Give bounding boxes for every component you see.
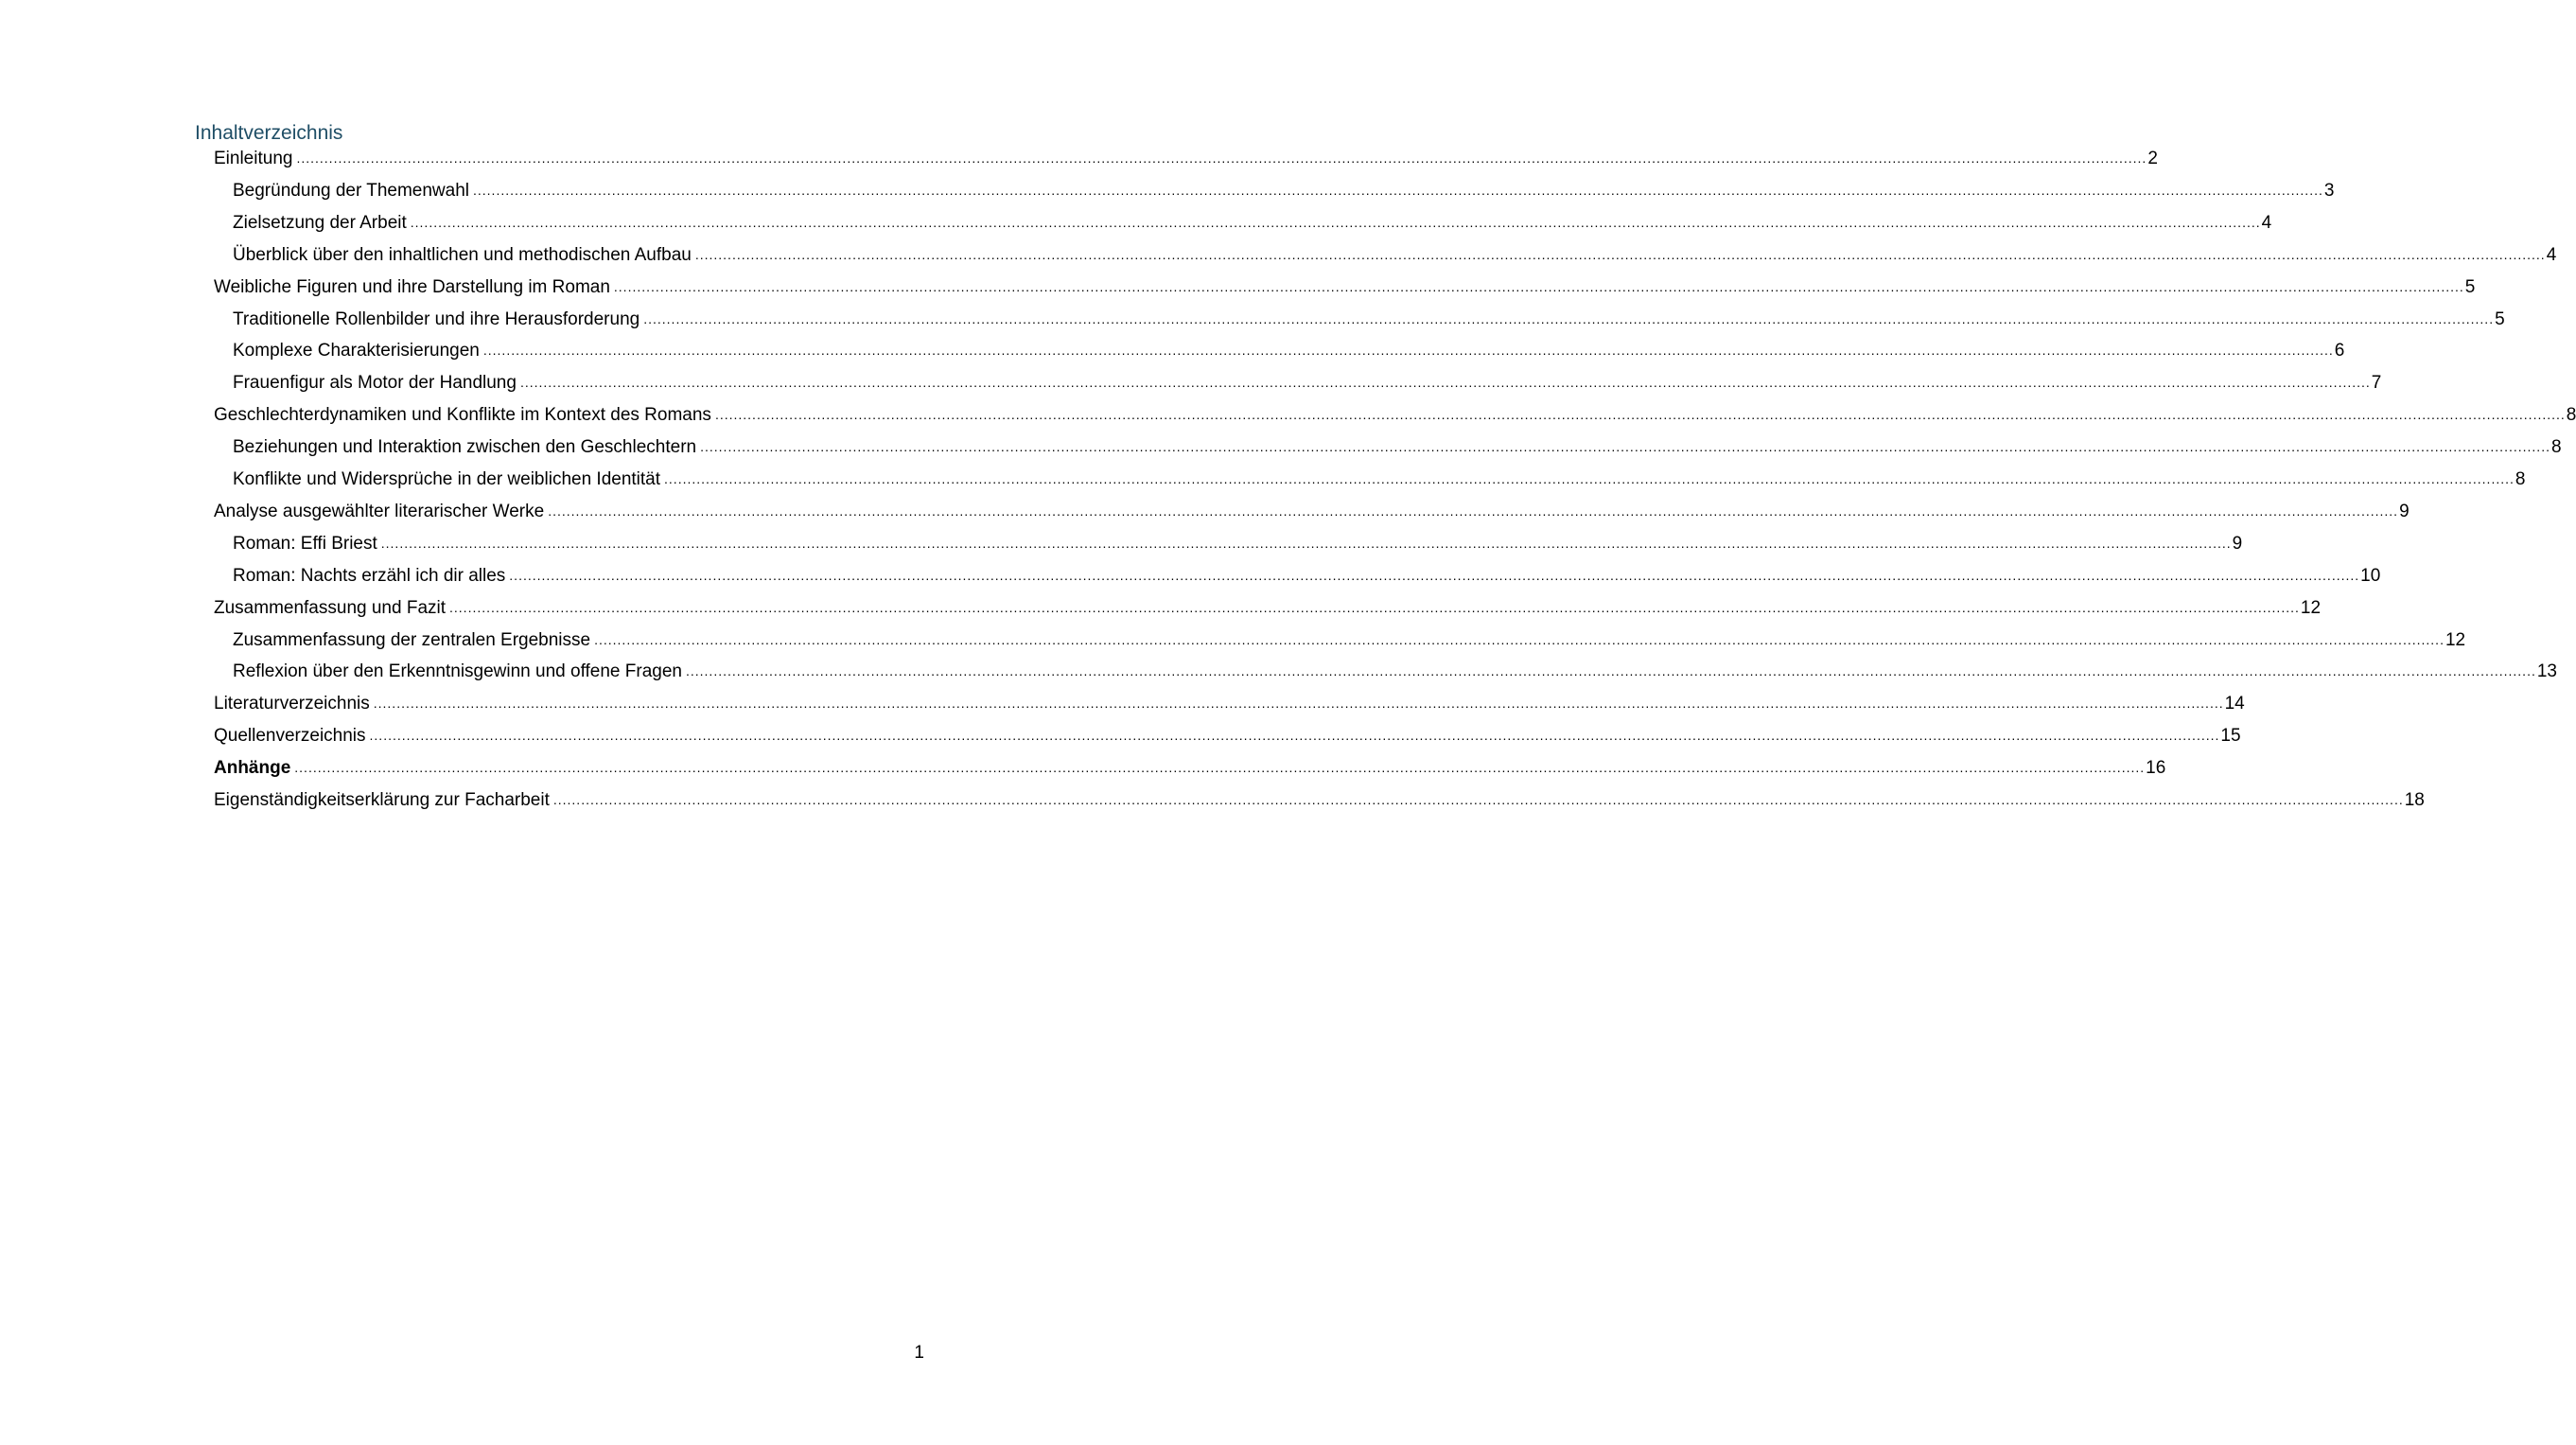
toc-entry-page-number: 5	[2495, 308, 2505, 329]
toc-entry-page-number: 12	[2300, 597, 2322, 618]
toc-entry[interactable]	[233, 304, 2505, 336]
toc-entry[interactable]	[214, 143, 2158, 175]
toc-entry-page-number: 3	[2323, 180, 2335, 201]
toc-dot-leader: ................................................................................................................................................................................................................................................................................................................................................................................................................	[449, 599, 2300, 615]
toc-entry-page-number: 18	[2404, 790, 2425, 810]
toc-dot-leader: ................................................................................................................................................................................................................................................................................................................................................................................................................	[664, 471, 2515, 486]
toc-dot-leader: ................................................................................................................................................................................................................................................................................................................................................................................................................	[509, 567, 2360, 583]
toc-dot-leader: ................................................................................................................................................................................................................................................................................................................................................................................................................	[369, 728, 2220, 744]
toc-dot-leader: ................................................................................................................................................................................................................................................................................................................................................................................................................	[380, 535, 2232, 551]
toc-dot-leader: ................................................................................................................................................................................................................................................................................................................................................................................................................	[296, 150, 2147, 166]
toc-entry[interactable]	[233, 335, 2345, 367]
toc-entry-page-number: 8	[2515, 469, 2526, 489]
toc-entry[interactable]	[214, 720, 2241, 752]
toc-entry[interactable]	[233, 207, 2272, 239]
toc-entry-title: Zusammenfassung der zentralen Ergebnisse	[233, 629, 591, 650]
toc-entry-page-number: 12	[2445, 629, 2466, 650]
toc-dot-leader: ................................................................................................................................................................................................................................................................................................................................................................................................................	[594, 631, 2445, 647]
toc-heading: Inhaltverzeichnis	[195, 122, 343, 144]
toc-dot-leader: ................................................................................................................................................................................................................................................................................................................................................................................................................	[548, 502, 2399, 519]
toc-entry-title: Einleitung	[214, 149, 293, 168]
toc-entry-title: Reflexion über den Erkenntnisgewinn und offene Fragen	[233, 661, 682, 682]
toc-entry-page-number: 16	[2146, 758, 2166, 779]
toc-entry-page-number: 5	[2464, 276, 2476, 297]
toc-entry[interactable]	[233, 528, 2243, 560]
toc-dot-leader: ................................................................................................................................................................................................................................................................................................................................................................................................................	[373, 696, 2224, 712]
toc-entry[interactable]	[233, 656, 2557, 688]
toc-entry-page-number: 9	[2399, 501, 2410, 521]
toc-entry-title: Komplexe Charakterisierungen	[233, 341, 480, 361]
toc-entry-page-number: 8	[2550, 437, 2562, 458]
toc-entry-title: Geschlechterdynamiken und Konflikte im Kontext des Romans	[214, 405, 711, 426]
toc-entry-title: Eigenständigkeitserklärung zur Facharbeit	[214, 790, 550, 810]
toc-entry-page-number: 9	[2232, 533, 2243, 554]
toc-dot-leader: ................................................................................................................................................................................................................................................................................................................................................................................................................	[685, 663, 2536, 679]
toc-entry-title: Quellenverzeichnis	[214, 726, 366, 747]
toc-entry-title: Analyse ausgewählter literarischer Werke	[214, 501, 545, 521]
toc-dot-leader: ................................................................................................................................................................................................................................................................................................................................................................................................................	[410, 214, 2261, 230]
toc-entry[interactable]	[233, 625, 2466, 657]
toc-entry[interactable]	[214, 272, 2476, 304]
toc-entry-page-number: 15	[2220, 726, 2241, 747]
toc-entry[interactable]	[214, 752, 2166, 784]
toc-entry-title: Weibliche Figuren und ihre Darstellung im Roman	[214, 276, 610, 297]
toc-entry-page-number: 6	[2334, 341, 2345, 361]
toc-entry-page-number: 8	[2566, 405, 2576, 426]
toc-entry-page-number: 13	[2536, 661, 2557, 682]
toc-entry-title: Literaturverzeichnis	[214, 694, 370, 714]
toc-entry-title: Zielsetzung der Arbeit	[233, 212, 407, 233]
toc-entry[interactable]	[233, 175, 2335, 207]
toc-dot-leader: ................................................................................................................................................................................................................................................................................................................................................................................................................	[694, 246, 2546, 262]
toc-dot-leader: ................................................................................................................................................................................................................................................................................................................................................................................................................	[294, 760, 2146, 776]
toc-entry[interactable]	[233, 560, 2381, 592]
toc-entry-page-number: 2	[2147, 149, 2158, 168]
toc-dot-leader: ................................................................................................................................................................................................................................................................................................................................................................................................................	[519, 375, 2371, 391]
toc-entry-page-number: 14	[2224, 694, 2245, 714]
toc-entry-title: Anhänge	[214, 758, 291, 779]
toc-entry[interactable]	[214, 399, 2576, 432]
toc-dot-leader: ................................................................................................................................................................................................................................................................................................................................................................................................................	[482, 343, 2334, 359]
toc-entry[interactable]	[233, 367, 2382, 399]
toc-dot-leader: ................................................................................................................................................................................................................................................................................................................................................................................................................	[643, 310, 2495, 326]
toc-entry[interactable]	[233, 464, 2526, 496]
toc-entry-title: Frauenfigur als Motor der Handlung	[233, 373, 517, 394]
toc-entry-title: Traditionelle Rollenbilder und ihre Herausforderung	[233, 308, 640, 329]
toc-entry[interactable]	[233, 239, 2557, 272]
toc-entry[interactable]	[214, 688, 2245, 720]
toc-entry-title: Überblick über den inhaltlichen und methodischen Aufbau	[233, 244, 692, 265]
toc-entry[interactable]	[214, 784, 2425, 817]
toc-entry-page-number: 4	[2546, 244, 2557, 265]
toc-entry-title: Roman: Nachts erzähl ich dir alles	[233, 565, 506, 586]
toc-entry-title: Beziehungen und Interaktion zwischen den Geschlechtern	[233, 437, 697, 458]
toc-entry-title: Roman: Effi Briest	[233, 533, 377, 554]
toc-entry-title: Zusammenfassung und Fazit	[214, 597, 447, 618]
toc-entry[interactable]	[214, 592, 2322, 625]
page-number: 1	[914, 1343, 924, 1363]
toc-entry-page-number: 7	[2371, 373, 2382, 394]
toc-entry[interactable]	[233, 432, 2562, 464]
toc-entry[interactable]	[214, 496, 2410, 528]
toc-entry-page-number: 10	[2360, 565, 2381, 586]
toc-dot-leader: ................................................................................................................................................................................................................................................................................................................................................................................................................	[473, 182, 2323, 198]
toc-dot-leader: ................................................................................................................................................................................................................................................................................................................................................................................................................	[613, 278, 2464, 294]
toc-dot-leader: ................................................................................................................................................................................................................................................................................................................................................................................................................	[700, 439, 2550, 455]
toc-entry-title: Begründung der Themenwahl	[233, 180, 469, 201]
toc-entry-title: Konflikte und Widersprüche in der weiblichen Identität	[233, 469, 661, 489]
toc-entry-page-number: 4	[2261, 212, 2272, 233]
toc-dot-leader: ................................................................................................................................................................................................................................................................................................................................................................................................................	[552, 792, 2404, 807]
toc-dot-leader: ................................................................................................................................................................................................................................................................................................................................................................................................................	[714, 407, 2566, 423]
